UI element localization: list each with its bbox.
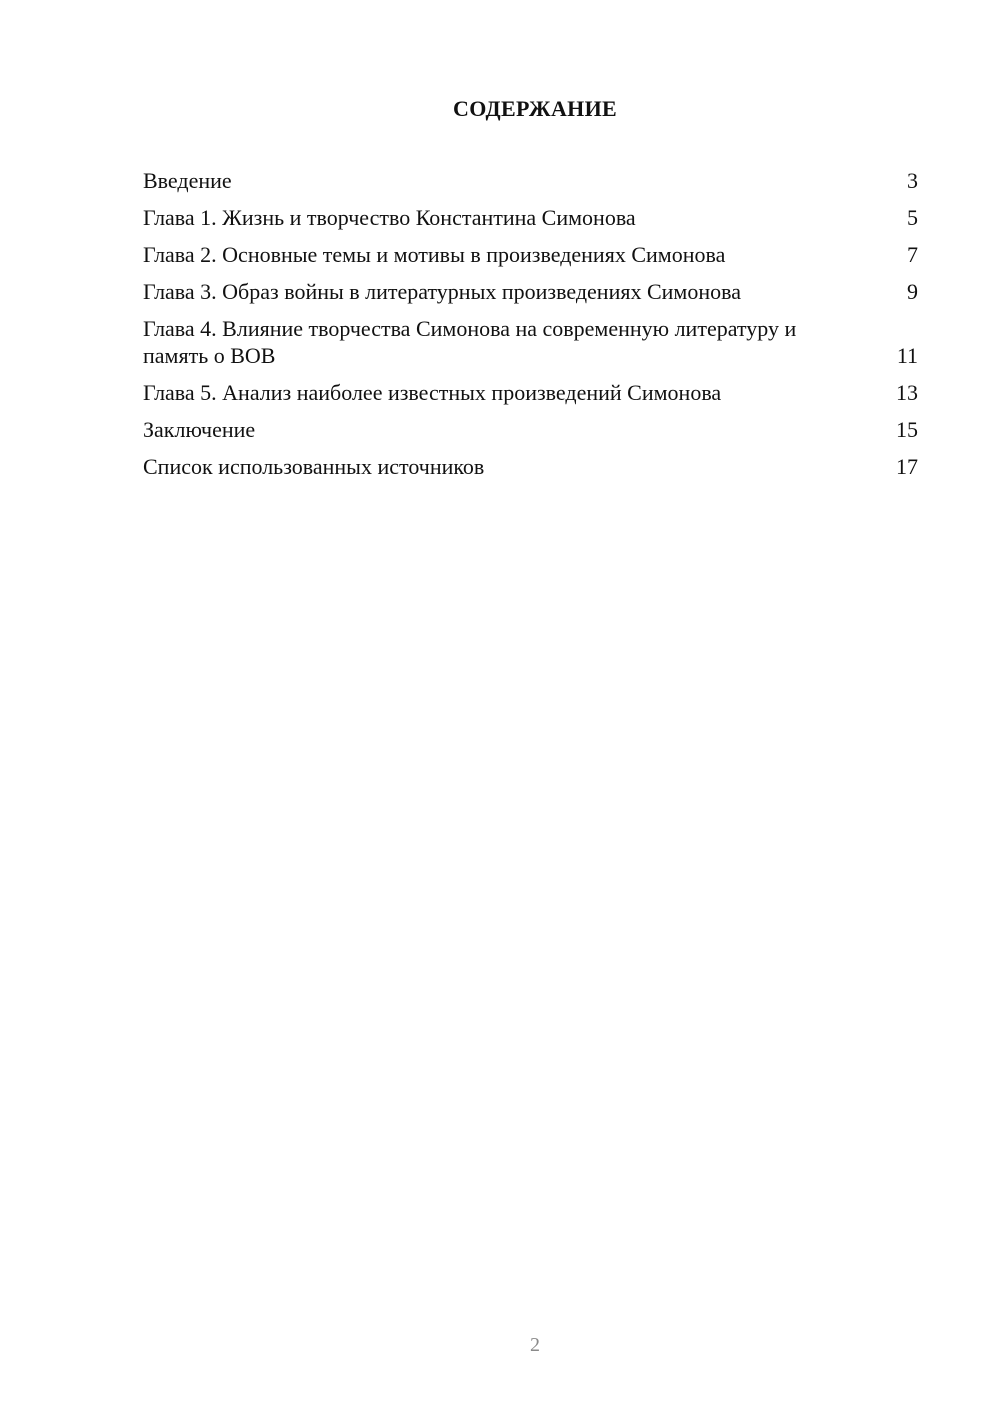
toc-entry-page-number: 5: [907, 205, 918, 230]
toc-entry-chapter-1: [143, 205, 918, 232]
toc-entry-text: Введение: [143, 168, 232, 193]
toc-entry-text: Глава 4. Влияние творчества Симонова на современную литературу и память о ВОВ: [143, 316, 797, 368]
toc-entry-introduction: [143, 168, 918, 195]
toc-entry-text: Глава 2. Основные темы и мотивы в произведениях Симонова: [143, 242, 726, 267]
toc-entry-chapter-3: [143, 279, 918, 306]
toc-entry-page-number: 3: [907, 168, 918, 193]
toc-entry-page-number: 7: [907, 242, 918, 267]
toc-title: СОДЕРЖАНИЕ: [453, 96, 617, 121]
toc-entry-conclusion: [143, 417, 918, 444]
toc-entry-text: Глава 5. Анализ наиболее известных произведений Симонова: [143, 379, 722, 405]
toc-entry-references: [143, 454, 918, 481]
toc-entry-page-number: 13: [896, 379, 918, 405]
toc-entry-page-number: 11: [896, 342, 918, 368]
toc-entry-text: Глава 3. Образ войны в литературных произведениях Симонова: [143, 279, 741, 304]
toc-entry-text: Список использованных источников: [143, 453, 485, 479]
toc-entry-page-number: 15: [896, 416, 918, 442]
toc-entry-chapter-5: [143, 380, 918, 407]
page-number: 2: [530, 1334, 540, 1356]
toc-entry-page-number: 17: [896, 453, 918, 479]
toc-entry-page-number: 9: [907, 279, 918, 304]
toc-entry-text: Глава 1. Жизнь и творчество Константина Симонова: [143, 205, 636, 230]
toc-entry-chapter-4: [143, 316, 918, 369]
toc-list: [143, 168, 918, 491]
toc-entry-chapter-2: [143, 242, 918, 269]
toc-entry-text: Заключение: [143, 416, 256, 442]
